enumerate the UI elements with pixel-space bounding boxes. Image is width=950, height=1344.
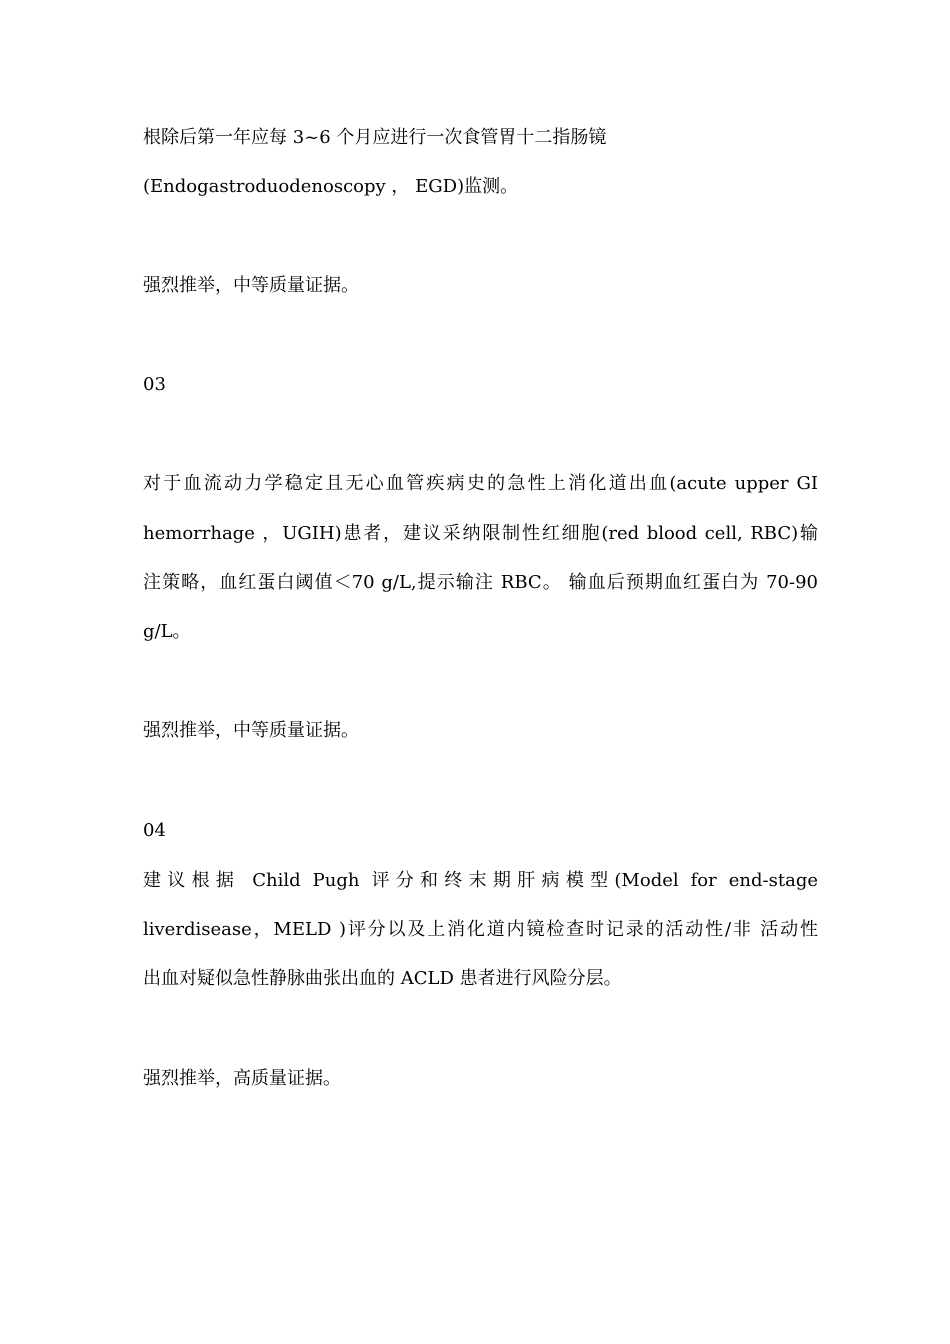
section-03-recommendation: 强烈推举，中等质量证据。 xyxy=(143,720,359,741)
section-04-line-3: 出血对疑似急性静脉曲张出血的 ACLD 患者进行风险分层。 xyxy=(143,968,622,989)
section-03-line-3: 注策略，血红蛋白阈值＜70 g/L,提示输注 RBC。 输血后预期血红蛋白为 70-90 xyxy=(143,572,818,593)
section-04-line-1: 建议根据 Child Pugh 评分和终末期肝病模型(Model for end-stage xyxy=(143,870,818,891)
section-04-number: 04 xyxy=(143,820,166,841)
section-04-line-2: liverdisease，MELD )评分以及上消化道内镜检查时记录的活动性/非 活动性 xyxy=(143,919,818,940)
section-02-line-1: 根除后第一年应每 3~6 个月应进行一次食管胃十二指肠镜 xyxy=(143,127,607,148)
section-04-recommendation: 强烈推举，高质量证据。 xyxy=(143,1068,341,1089)
section-02-line-2: (Endogastroduodenoscopy ， EGD)监测。 xyxy=(143,176,519,197)
section-03-line-1: 对于血流动力学稳定且无心血管疾病史的急性上消化道出血(acute upper GI xyxy=(143,473,818,494)
section-03-line-2: hemorrhage ，UGIH)患者，建议采纳限制性红细胞(red blood cell, RBC)输 xyxy=(143,523,818,544)
section-03-number: 03 xyxy=(143,374,166,395)
section-02-recommendation: 强烈推举，中等质量证据。 xyxy=(143,275,359,296)
section-03-line-4: g/L。 xyxy=(143,621,191,642)
